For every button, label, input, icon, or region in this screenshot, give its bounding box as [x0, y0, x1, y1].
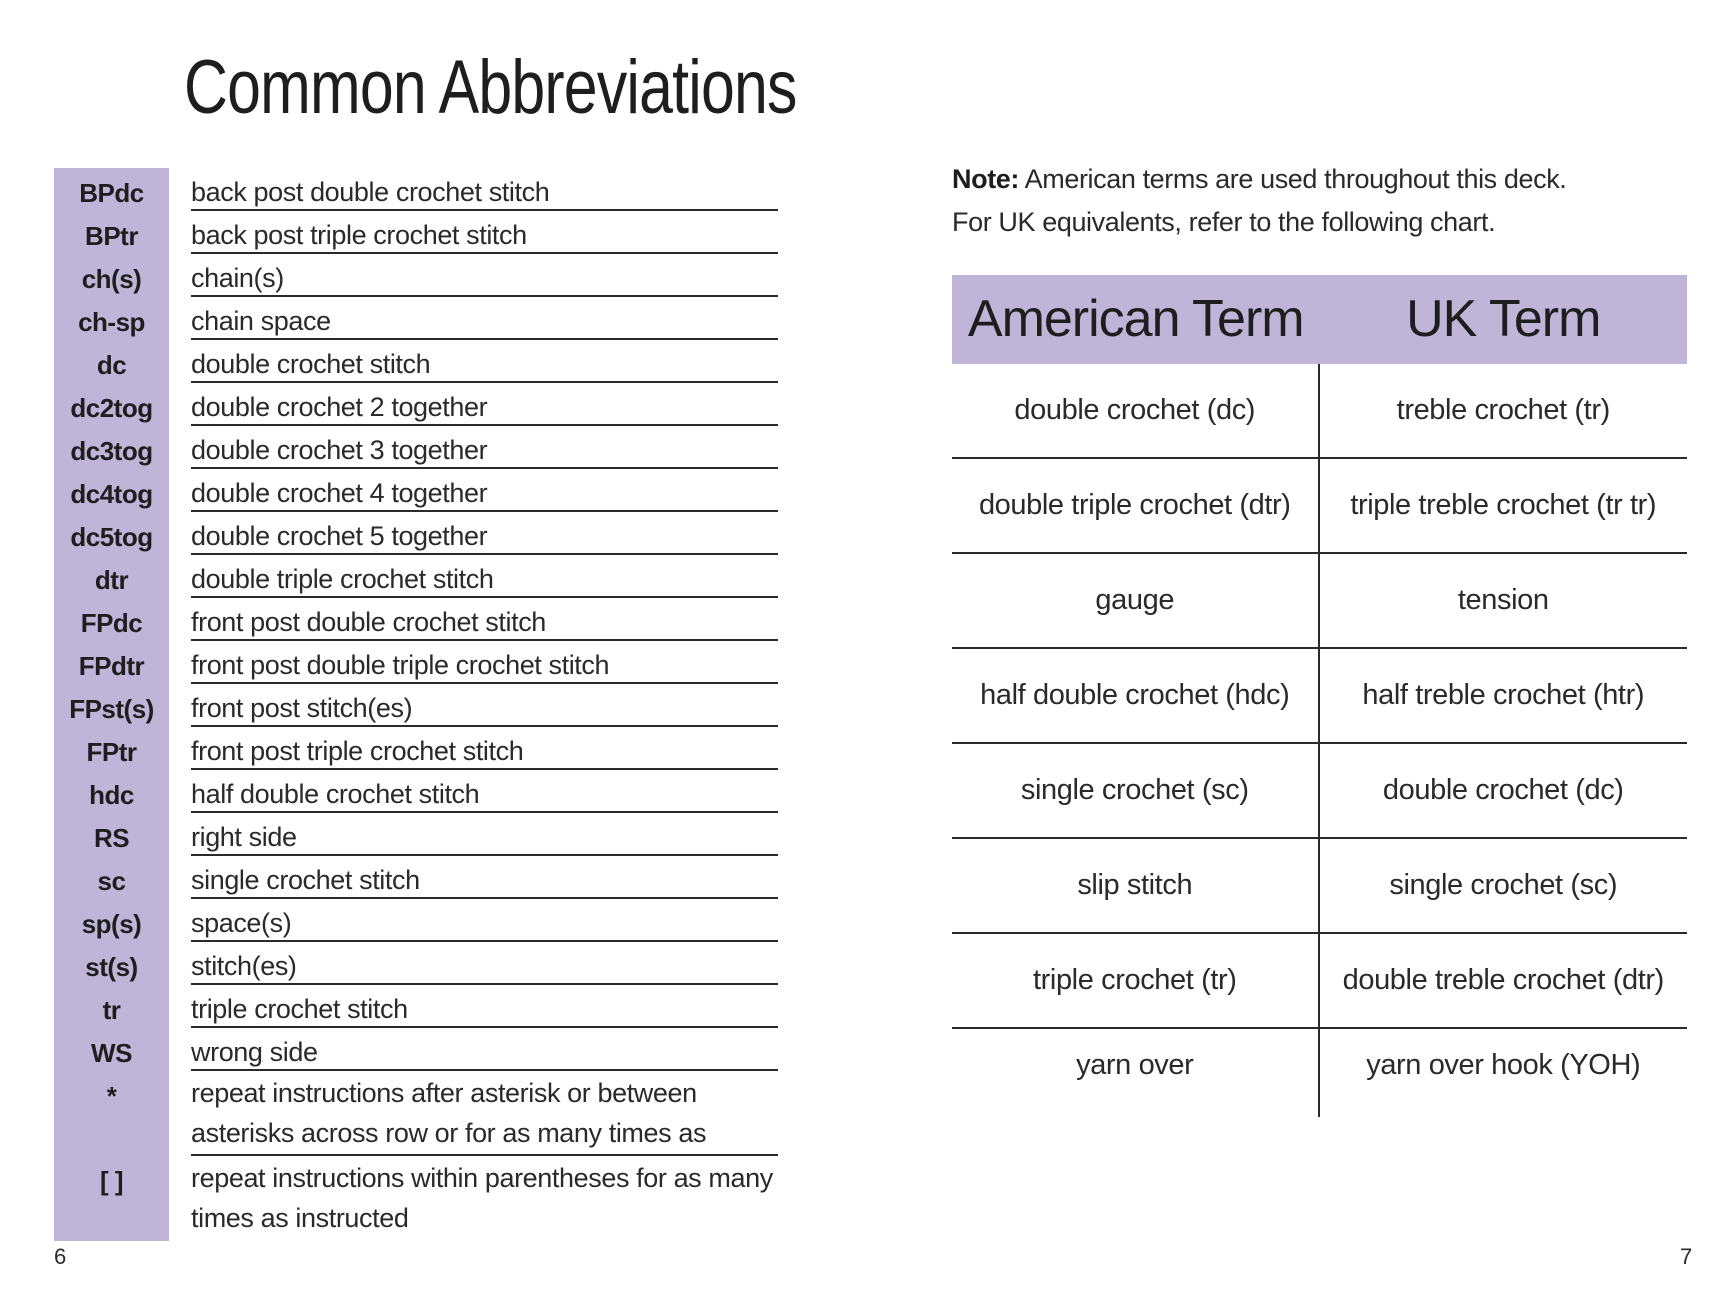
american-term-cell: half double crochet (hdc)	[952, 649, 1320, 742]
abbreviation-code: ch(s)	[54, 254, 169, 297]
abbreviation-row	[54, 1071, 778, 1156]
abbreviation-meaning: single crochet stitch	[191, 856, 778, 899]
uk-term-cell: triple treble crochet (tr tr)	[1350, 489, 1657, 521]
abbreviation-code: BPdc	[54, 168, 169, 211]
abbreviation-row	[54, 211, 778, 254]
abbreviation-code: RS	[54, 813, 169, 856]
abbreviation-row	[54, 426, 778, 469]
abbreviation-meaning: stitch(es)	[191, 942, 778, 985]
abbreviation-code: [ ]	[54, 1156, 169, 1241]
abbreviation-code: sc	[54, 856, 169, 899]
abbreviation-meaning: repeat instructions within parentheses for as many times as instructed	[191, 1163, 773, 1233]
abbreviation-code: hdc	[54, 770, 169, 813]
american-term-cell: triple crochet (tr)	[952, 934, 1320, 1027]
abbreviation-row	[54, 598, 778, 641]
abbreviation-code: ch-sp	[54, 297, 169, 340]
abbreviation-row	[54, 168, 778, 211]
abbreviation-row	[54, 942, 778, 985]
page-number-right: 7	[1680, 1244, 1693, 1269]
page-number-left: 6	[54, 1244, 67, 1269]
abbreviation-row	[54, 555, 778, 598]
american-term-cell: double triple crochet (dtr)	[952, 459, 1320, 552]
abbreviation-row	[54, 985, 778, 1028]
abbreviation-row	[54, 297, 778, 340]
note-label: Note:	[952, 164, 1019, 194]
note	[952, 158, 1612, 244]
abbreviation-row	[54, 899, 778, 942]
abbreviation-meaning: double crochet 5 together	[191, 512, 778, 555]
american-term-cell: slip stitch	[952, 839, 1320, 932]
abbreviation-code: BPtr	[54, 211, 169, 254]
abbreviation-meaning: space(s)	[191, 899, 778, 942]
header-uk-term: UK Term	[1406, 290, 1601, 348]
abbreviation-meaning: front post double triple crochet stitch	[191, 641, 778, 684]
abbreviation-meaning: double crochet stitch	[191, 340, 778, 383]
table-row	[952, 1027, 1687, 1122]
uk-term-cell: single crochet (sc)	[1389, 869, 1618, 901]
abbreviation-code: dc2tog	[54, 383, 169, 426]
abbreviation-row	[54, 856, 778, 899]
abbreviation-code: dtr	[54, 555, 169, 598]
abbreviation-code: dc5tog	[54, 512, 169, 555]
table-row	[952, 364, 1687, 457]
abbreviation-meaning: double crochet 3 together	[191, 426, 778, 469]
abbreviation-code: tr	[54, 985, 169, 1028]
abbreviation-row	[54, 1156, 778, 1241]
uk-term-cell: tension	[1457, 584, 1549, 616]
abbreviation-meaning: chain space	[191, 297, 778, 340]
table-row	[952, 457, 1687, 552]
uk-term-cell: double crochet (dc)	[1382, 774, 1624, 806]
note-text: American terms are used throughout this deck. For UK equivalents, refer to the following chart.	[952, 164, 1567, 237]
abbreviation-meaning: half double crochet stitch	[191, 770, 778, 813]
page-title: Common Abbreviations	[184, 45, 797, 130]
abbreviation-row	[54, 512, 778, 555]
abbreviation-code: FPst(s)	[54, 684, 169, 727]
table-row	[952, 932, 1687, 1027]
abbreviation-code: dc3tog	[54, 426, 169, 469]
abbreviation-code: FPdtr	[54, 641, 169, 684]
abbreviation-code: dc4tog	[54, 469, 169, 512]
abbreviation-row	[54, 813, 778, 856]
abbreviation-meaning: back post double crochet stitch	[191, 168, 778, 211]
abbreviation-row	[54, 1028, 778, 1071]
abbreviation-meaning: chain(s)	[191, 254, 778, 297]
abbreviation-meaning: triple crochet stitch	[191, 985, 778, 1028]
uk-term-cell: double treble crochet (dtr)	[1342, 964, 1664, 996]
abbreviation-meaning: double crochet 4 together	[191, 469, 778, 512]
abbreviation-row	[54, 770, 778, 813]
abbreviation-row	[54, 254, 778, 297]
abbreviation-meaning: back post triple crochet stitch	[191, 211, 778, 254]
american-term-cell: single crochet (sc)	[952, 744, 1320, 837]
abbreviation-meaning: right side	[191, 813, 778, 856]
abbreviation-meaning: double crochet 2 together	[191, 383, 778, 426]
table-row	[952, 647, 1687, 742]
abbreviation-meaning: front post stitch(es)	[191, 684, 778, 727]
abbreviation-meaning: front post double crochet stitch	[191, 598, 778, 641]
abbreviation-code: FPdc	[54, 598, 169, 641]
header-american-term: American Term	[967, 290, 1304, 348]
abbreviation-row	[54, 727, 778, 770]
abbreviation-meaning: repeat instructions after asterisk or between asterisks across row or for as many times as	[191, 1071, 778, 1156]
abbreviation-code: FPtr	[54, 727, 169, 770]
table-row	[952, 837, 1687, 932]
uk-term-cell: yarn over hook (YOH)	[1366, 1049, 1641, 1081]
american-term-cell: gauge	[952, 554, 1320, 647]
abbreviation-code: *	[54, 1071, 169, 1156]
terms-comparison-table	[952, 275, 1687, 1122]
american-term-cell: double crochet (dc)	[952, 364, 1320, 457]
abbreviation-meaning: double triple crochet stitch	[191, 555, 778, 598]
table-row	[952, 742, 1687, 837]
abbreviation-row	[54, 340, 778, 383]
abbreviation-code: sp(s)	[54, 899, 169, 942]
abbreviation-code: dc	[54, 340, 169, 383]
abbreviations-table	[54, 168, 778, 1241]
abbreviation-row	[54, 684, 778, 727]
abbreviation-row	[54, 383, 778, 426]
uk-term-cell: treble crochet (tr)	[1396, 394, 1610, 426]
abbreviation-row	[54, 469, 778, 512]
abbreviation-meaning: front post triple crochet stitch	[191, 727, 778, 770]
terms-table-header	[952, 275, 1687, 364]
table-row	[952, 552, 1687, 647]
abbreviation-meaning: wrong side	[191, 1028, 778, 1071]
abbreviation-code: st(s)	[54, 942, 169, 985]
abbreviation-row	[54, 641, 778, 684]
american-term-cell: yarn over	[952, 1029, 1320, 1117]
abbreviation-code: WS	[54, 1028, 169, 1071]
uk-term-cell: half treble crochet (htr)	[1362, 679, 1645, 711]
